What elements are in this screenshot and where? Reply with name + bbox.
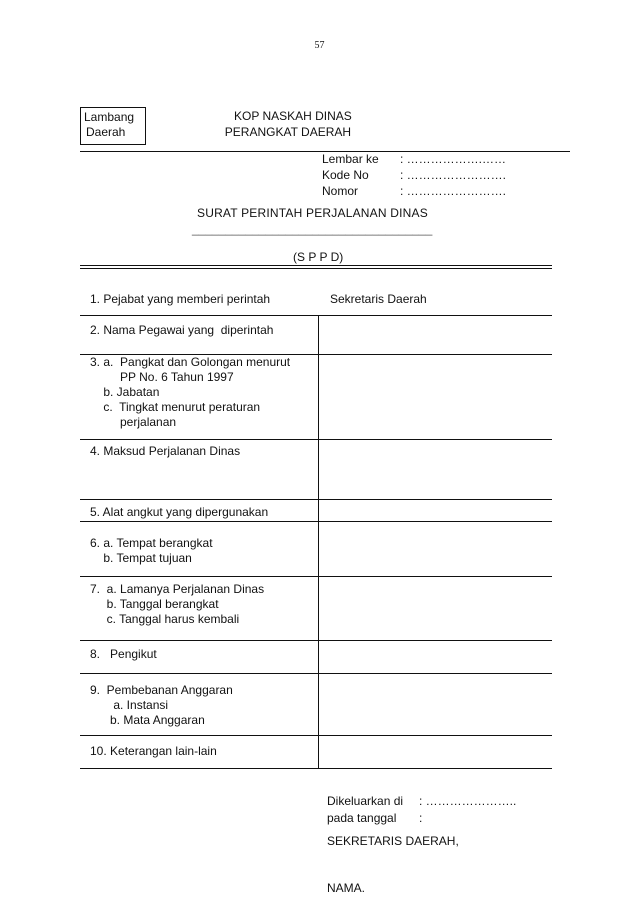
meta-label: Lembar ke	[322, 152, 379, 166]
table-row-label-line: c. Tingkat menurut peraturan	[90, 400, 261, 414]
table-row-label-line: 5. Alat angkut yang dipergunakan	[90, 505, 269, 519]
kop-line-2: PERANGKAT DAERAH	[224, 125, 352, 139]
meta-block	[322, 151, 506, 199]
table-row-label-line: 1. Pejabat yang memberi perintah	[90, 292, 271, 306]
table-row-rule	[80, 768, 552, 769]
kop-naskah	[224, 108, 352, 140]
table-row-label-line: 2. Nama Pegawai yang diperintah	[90, 323, 274, 337]
table-row-label-line: b. Tempat tujuan	[90, 551, 192, 565]
meta-value: : …………………….	[400, 184, 507, 198]
table-row-label	[90, 582, 264, 627]
table-row-rule	[80, 499, 552, 500]
table-row-rule	[80, 640, 552, 641]
kop-line-1: KOP NASKAH DINAS	[234, 109, 352, 123]
page-number: 57	[314, 40, 325, 51]
issued-label: Dikeluarkan di	[327, 794, 404, 808]
table-row-label-line: 6. a. Tempat berangkat	[90, 536, 213, 550]
table-row-value: Sekretaris Daerah	[330, 292, 427, 306]
table-row-label	[90, 323, 273, 338]
table-row-label	[90, 647, 157, 662]
table-row-label	[90, 444, 240, 459]
table-row-label-line: 9. Pembebanan Anggaran	[90, 683, 233, 697]
table-row-label-line: c. Tanggal harus kembali	[90, 612, 240, 626]
footer-block	[327, 793, 516, 850]
table-row-label-line: b. Jabatan	[90, 385, 160, 399]
issued-row	[327, 793, 516, 810]
meta-row	[322, 167, 506, 183]
table-row-label-line: 4. Maksud Perjalanan Dinas	[90, 444, 241, 458]
lambang-daerah-box	[80, 107, 146, 145]
daerah-label: Daerah	[86, 125, 126, 139]
issued-value: : …………………..	[419, 794, 517, 808]
document-subtitle: (S P P D)	[293, 250, 344, 264]
table-row-label	[90, 355, 290, 430]
date-row	[327, 810, 516, 827]
table-top-rule	[80, 265, 552, 266]
table-row-rule	[80, 439, 552, 440]
table-row-label	[90, 292, 270, 307]
table-row-label	[90, 683, 233, 728]
lambang-label: Lambang	[84, 110, 135, 124]
date-label: pada tanggal	[327, 811, 397, 825]
table-row-label-line: 10. Keterangan lain-lain	[90, 744, 217, 758]
table-row-label-line: 3. a. Pangkat dan Golongan menurut	[90, 355, 291, 369]
meta-label: Nomor	[322, 184, 359, 198]
table-row-label	[90, 744, 217, 759]
table-row-label-line: b. Tanggal berangkat	[90, 597, 219, 611]
table-row-rule	[80, 576, 552, 577]
document-title: SURAT PERINTAH PERJALANAN DINAS	[197, 206, 428, 220]
table-row-label	[90, 505, 268, 520]
meta-value: : …………………….	[400, 168, 507, 182]
table-row-rule	[80, 315, 552, 316]
table-column-divider	[318, 315, 319, 768]
table-top-rule-2	[80, 268, 552, 269]
table-row-label-line: perjalanan	[90, 415, 177, 429]
table-row-label-line: PP No. 6 Tahun 1997	[90, 370, 234, 384]
meta-row	[322, 183, 506, 199]
meta-value: : ……………….……	[400, 152, 507, 166]
meta-row	[322, 151, 506, 167]
table-row-label-line: a. Instansi	[90, 698, 169, 712]
table-row-label	[90, 536, 213, 566]
title-underline: ____________________________________	[192, 222, 433, 236]
date-value: :	[419, 811, 423, 825]
table-row-label-line: b. Mata Anggaran	[90, 713, 205, 727]
table-row-rule	[80, 521, 552, 522]
table-row-label-line: 7. a. Lamanya Perjalanan Dinas	[90, 582, 265, 596]
table-row-label-line: 8. Pengikut	[90, 647, 157, 661]
table-row-rule	[80, 735, 552, 736]
signatory-name: NAMA.	[327, 881, 366, 895]
meta-label: Kode No	[322, 168, 369, 182]
signatory-title: SEKRETARIS DAERAH,	[327, 834, 459, 848]
table-row-rule	[80, 673, 552, 674]
